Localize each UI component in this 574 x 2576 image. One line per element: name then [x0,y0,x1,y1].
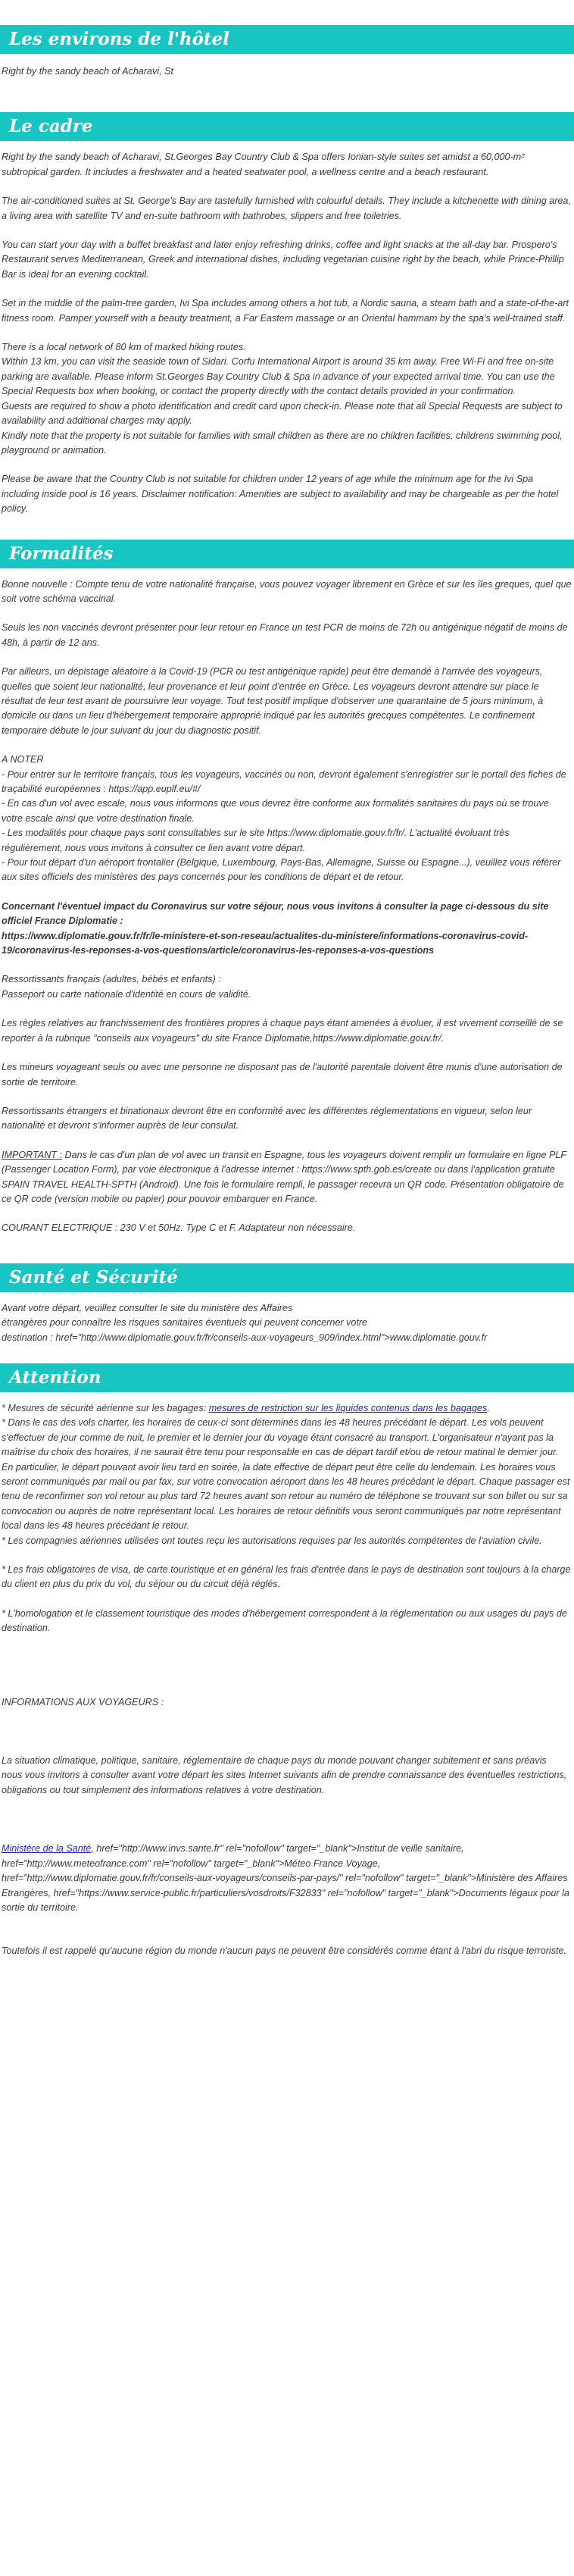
cadre-paragraph: Right by the sandy beach of Acharavi, St.Georges Bay Country Club & Spa offers Ionian-style suites set amidst a 60,000-m² subtropical garden. It includes a freshwater and a heated seatwater pool, a wellness centre and a beach restaurant. [2,152,525,177]
attention-paragraph: La situation climatique, politique, sanitaire, réglementaire de chaque pays du monde pouvant changer subitement et sans préavis nous vous invitons à consulter avant votre départ les sites Internet suivants afin de prendre connaissance des éventuelles restrictions, obligations ou tout simplement des informations relatives à votre destination. [2,1755,567,1795]
formalites-paragraph: Les règles relatives au franchissement des frontières propres à chaque pays étant amenées à évoluer, il est vivement conseillé de se reporter à la rubrique "conseils aux voyageurs" du site France Diplomatie,https://www.diplomatie.gouv.fr/. [2,1018,563,1044]
baggage-suffix: . [487,1402,490,1413]
important-text: Dans le cas d'un plan de vol avec un transit en Espagne, tous les voyageurs doivent remplir un formulaire en ligne PLF (Passenger Location Form), par voie électronique à l'adresse internet : https://www.spth.gob.es/create ou dans l'application gratuite SPAIN TRAVEL HEALTH-SPTH (Android). Une fois le formulaire rempli, le passager recevra un QR code. Présentation obligatoire de ce QR code (version mobile ou papier) pour pouvoir embarquer en France. [2,1149,566,1204]
cadre-paragraph: You can start your day with a buffet breakfast and later enjoy refreshing drinks, coffee and light snacks at the all-day bar. Prospero's Restaurant serves Mediterranean, Greek and international dishes, including vegetarian cuisine right by the beach, while Prince-Phillip Bar is ideal for an evening cocktail. [2,239,564,280]
section-title-formalites: Formalités [0,540,574,568]
formalites-electricity: COURANT ELECTRIQUE : 230 V et 50Hz. Type C et F. Adaptateur non nécessaire. [2,1222,356,1234]
attention-terrorism: Toutefois il est rappelé qu'aucune région du monde n'aucun pays ne peuvent être considérés comme étant à l'abri du risque terroriste. [2,1945,567,1957]
formalites-paragraph: Les mineurs voyageant seuls ou avec une personne ne disposant pas de l'autorité parentale doivent être munis d'une autorisation de sortie de territoire. [2,1062,563,1088]
formalites-paragraph: Bonne nouvelle : Compte tenu de votre nationalité française, vous pouvez voyager librement en Grèce et sur les îles greques, quel que soit votre schéma vaccinal. [2,578,572,604]
attention-paragraph: * Les frais obligatoires de visa, de carte touristique et en général les frais d'entrée dans le pays de destination sont toujours à la charge du client en plus du prix du vol, du séjour ou du circuit déjà réglés. [2,1564,571,1590]
cadre-paragraph: The air-conditioned suites at St. George's Bay are tastefully furnished with colourful details. They include a kitchenette with dining area, a living area with satellite TV and en-suite bathroom with bathrobes, slippers and free toiletries. [2,196,571,221]
cadre-paragraph: There is a local network of 80 km of marked hiking routes. Within 13 km, you can visit the seaside town of Sidari. Corfu International Airport is around 35 km away. Free Wi-Fi and free on-site parking are available. Please inform St.Georges Bay Country Club & Spa in advance of your expected arrival time. You can use the Special Requests box when booking, or contact the property directly with the contact details provided in your confirmation. Guests are required to show a photo identification and credit card upon check-in. Please note that all Special Requests are subject to availability and additional charges may apply. Kindly note that the property is not suitable for families with small children as there are no children facilities, childrens swimming pool, playground or animation. [2,342,563,455]
section-attention [0,1363,574,1959]
formalites-covid-link: Concernant l'éventuel impact du Coronavirus sur votre séjour, nous vous invitons à consulter la page ci-dessous du site officiel France Diplomatie : https://www.diplomatie.gouv.fr/fr/le-ministere-et-son-reseau/actualites-du-ministere/informations-coronavirus-covid-19/coronavirus-les-reponses-a-vos-questions/article/coronavirus-les-reponses-a-vos-questions [2,900,549,956]
formalites-paragraph: Ressortissants français (adultes, bébés et enfants) : Passeport ou carte nationale d'identité en cours de validité. [2,974,251,1000]
section-sante [0,1263,574,1345]
attention-links [2,1842,572,1915]
ministere-sante-link[interactable]: Ministère de la Santé [2,1843,92,1855]
liquids-restriction-link[interactable]: mesures de restriction sur les liquides contenus dans les bagages [208,1402,488,1413]
environs-text: Right by the sandy beach of Acharavi, St [2,66,174,77]
section-title-attention: Attention [0,1363,574,1392]
attention-paragraph: * L'homologation et le classement touristique des modes d'hébergement correspondent à la réglementation ou aux usages du pays de destination. [2,1607,567,1634]
important-label: IMPORTANT : [2,1149,62,1160]
section-title-environs: Les environs de l'hôtel [0,25,574,54]
formalites-important [2,1148,572,1207]
cadre-paragraph: Please be aware that the Country Club is not suitable for children under 12 years of age while the minimum age for the Ivi Spa including inside pool is 16 years. Disclaimer notification: Amenities are subject to availability and may be chargeable as per the hotel policy. [2,474,559,515]
section-environs [0,25,574,79]
attention-links-text: , href="http://www.invs.sante.fr" rel="nofollow" target="_blank">Institut de veille sanitaire, href="http://www.meteofrance.com" rel="nofollow" target="_blank">Méteo France Voyage, href="http://www.diplomatie.gouv.fr/fr/conseils-aux-voyageurs/conseils-par-pays/" rel="nofollow" target="_blank">Ministère des Affaires Etrangères, href="https://www.service-public.fr/particuliers/vosdroits/F32833" rel="nofollow" target="_blank">Documents légaux pour la sortie du territoire. [2,1843,569,1913]
section-title-sante: Santé et Sécurité [0,1263,574,1292]
formalites-paragraph: Par ailleurs, un dépistage aléatoire à la Covid-19 (PCR ou test antigénique rapide) peut être demandé à l'arrivée des voyageurs, quelles que soient leur nationalité, leur provenance et leur point d'entrée en Grèce. Les voyageurs devront attendre sur place le résultat de leur test avant de poursuivre leur voyage. Tout test positif implique d'observer une quarantaine de 5 jours minimum, à domicile ou dans un lieu d'hébergement temporaire approprié indiqué par les autorités grecques compétentes. Le confinement temporaire débute le jour suivant du jour du diagnostic positif. [2,666,544,736]
formalites-note: A NOTER - Pour entrer sur le territoire français, tous les voyageurs, vaccinés ou non, devront également s'enregistrer sur le portail des fiches de traçabilité européennes : https://app.euplf.eu/#/ - En cas d'un vol avec escale, nous vous informons que vous devrez être conforme aux formalités sanitaires du pays où se trouve votre escale ainsi que votre destination finale. - Les modalités pour chaque pays sont consultables sur le site https://www.diplomatie.gouv.fr/fr/. L'actualité évoluant très régulièrement, nous vous invitons à consulter ce lien avant votre départ. - Pour tout départ d'un aéroport frontalier (Belgique, Luxembourg, Pays-Bas, Allemagne, Suisse ou Espagne...), veuillez vous référer aux sites officiels des ministères des pays concernés pour les conditions de départ et de retour. [2,754,566,883]
attention-baggage [2,1401,572,1416]
baggage-prefix: * Mesures de sécurité aérienne sur les bagages: [2,1402,209,1413]
formalites-paragraph: Ressortissants étrangers et binationaux devront être en conformité avec les différentes réglementations en vigueur, selon leur nationalité et devront s'informer auprès de leur consulat. [2,1105,532,1131]
section-title-cadre: Le cadre [0,112,574,141]
section-cadre [0,112,574,516]
formalites-paragraph: Seuls les non vaccinés devront présenter pour leur retour en France un test PCR de moins de 72h ou antigénique négatif de moins de 48h, à partir de 12 ans. [2,622,568,648]
section-formalites [0,540,574,1236]
page [0,25,574,1959]
cadre-paragraph: Set in the middle of the palm-tree garden, Ivi Spa includes among others a hot tub, a Nordic sauna, a steam bath and a state-of-the-art fitness room. Pamper yourself with a beauty treatment, a Far Eastern massage or an Oriental hammam by the spa's well-trained staff. [2,298,569,324]
sante-paragraph: Avant votre départ, veuillez consulter le site du ministère des Affaires étrangères pour connaître les risques sanitaires éventuels qui peuvent concerner votre destination : href="http://www.diplomatie.gouv.fr/fr/conseils-aux-voyageurs_909/index.html">www.diplomatie.gouv.fr [2,1302,488,1343]
attention-paragraph: * Dans le cas des vols charter, les horaires de ceux-ci sont déterminés dans les 48 heures précédant le départ. Les vols peuvent s'effectuer de jour comme de nuit, le premier et le dernier jour du voyage étant consacré au transport. L'organisateur n'ayant pas la maîtrise du choix des horaires, il ne saurait être tenu pour responsable en cas de départ tardif et/ou de retour matinal le dernier jour. En particulier, le départ pouvant avoir lieu tard en soirée, la date effective de départ peut être celle du lendemain. Les horaires vous seront communiqués par mail ou par fax, sur votre convocation aéroport dans les 48 heures précédant le départ. Chaque passager est tenu de reconfirmer son vol retour au plus tard 72 heures avant son retour au numéro de téléphone se trouvant sur son billet ou sur sa convocation ou auprès de notre représentant local. Les horaires de retour définitifs vous seront communiqués par notre représentant local dans les 48 heures précédant le retour. * Les compagnies aériennes utilisées ont toutes reçu les autorisations requises par les autorités compétentes de l'aviation civile. [2,1417,570,1546]
attention-info-heading: INFORMATIONS AUX VOYAGEURS : [2,1696,164,1707]
